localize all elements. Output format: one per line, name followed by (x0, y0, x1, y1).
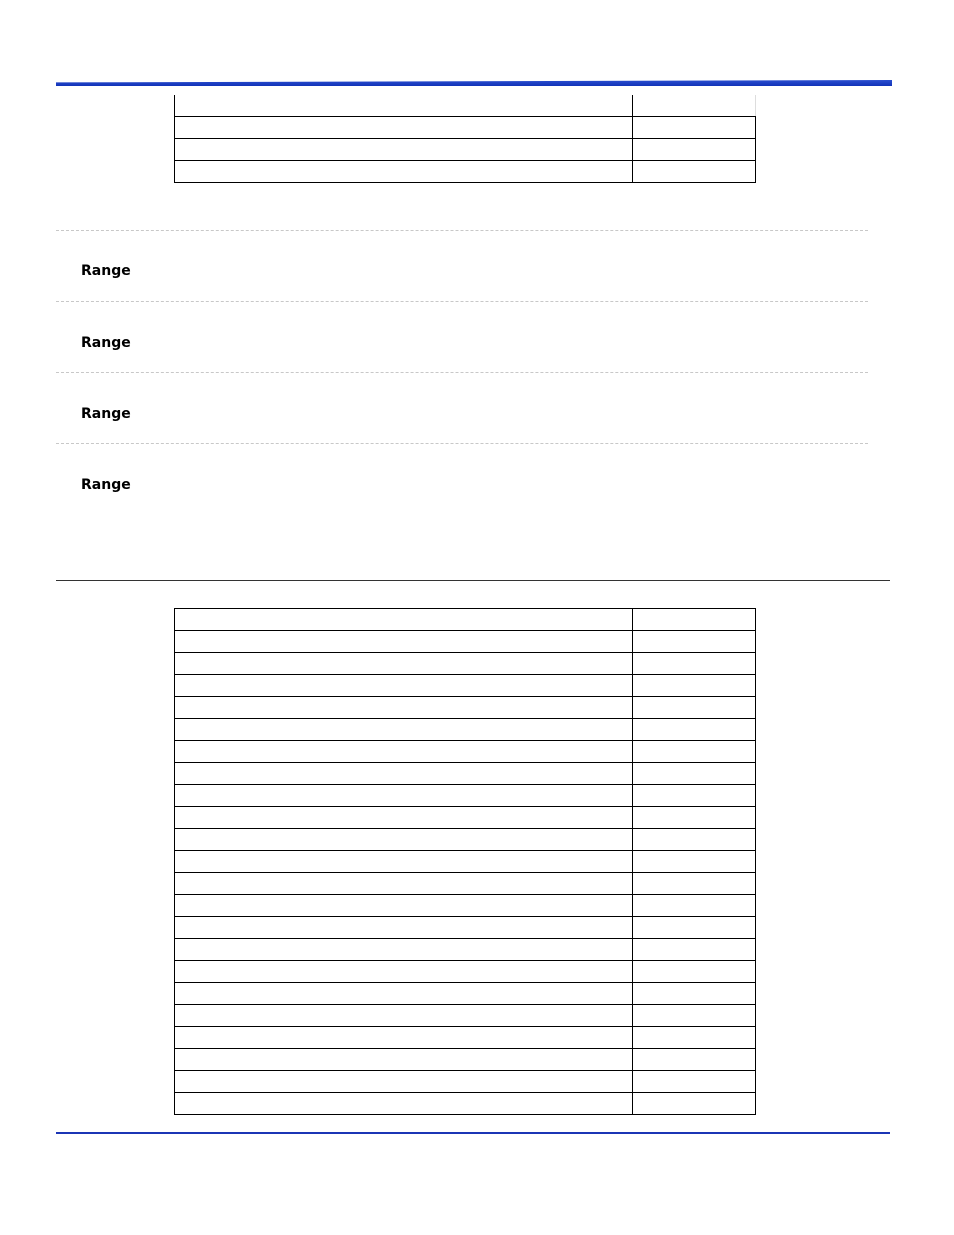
section-divider (56, 443, 868, 444)
table-row (175, 117, 756, 139)
table-row (175, 697, 756, 719)
table-row (175, 161, 756, 183)
range-label-1: Range (81, 263, 131, 279)
table-row (175, 785, 756, 807)
table-row (175, 917, 756, 939)
table-row (175, 95, 756, 117)
section-divider (56, 372, 868, 373)
main-table (174, 608, 756, 1115)
table-row (175, 1027, 756, 1049)
table-row (175, 719, 756, 741)
table-row (175, 851, 756, 873)
table-row (175, 653, 756, 675)
table-row (175, 1093, 756, 1115)
section-divider (56, 301, 868, 302)
table-row (175, 939, 756, 961)
range-label-4: Range (81, 477, 131, 493)
table-row (175, 1071, 756, 1093)
table-row (175, 139, 756, 161)
section-divider (56, 230, 868, 231)
table-row (175, 1005, 756, 1027)
table-row (175, 741, 756, 763)
header-rule (56, 80, 892, 86)
table-row (175, 873, 756, 895)
table-row (175, 829, 756, 851)
table-row (175, 1049, 756, 1071)
section-rule (56, 580, 890, 581)
table-row (175, 763, 756, 785)
continued-table (174, 95, 756, 183)
table-row (175, 807, 756, 829)
table-row (175, 631, 756, 653)
range-label-3: Range (81, 406, 131, 422)
table-row (175, 675, 756, 697)
footer-rule (56, 1132, 890, 1134)
table-row (175, 895, 756, 917)
table-row (175, 961, 756, 983)
range-label-2: Range (81, 335, 131, 351)
table-row (175, 983, 756, 1005)
table-row (175, 609, 756, 631)
